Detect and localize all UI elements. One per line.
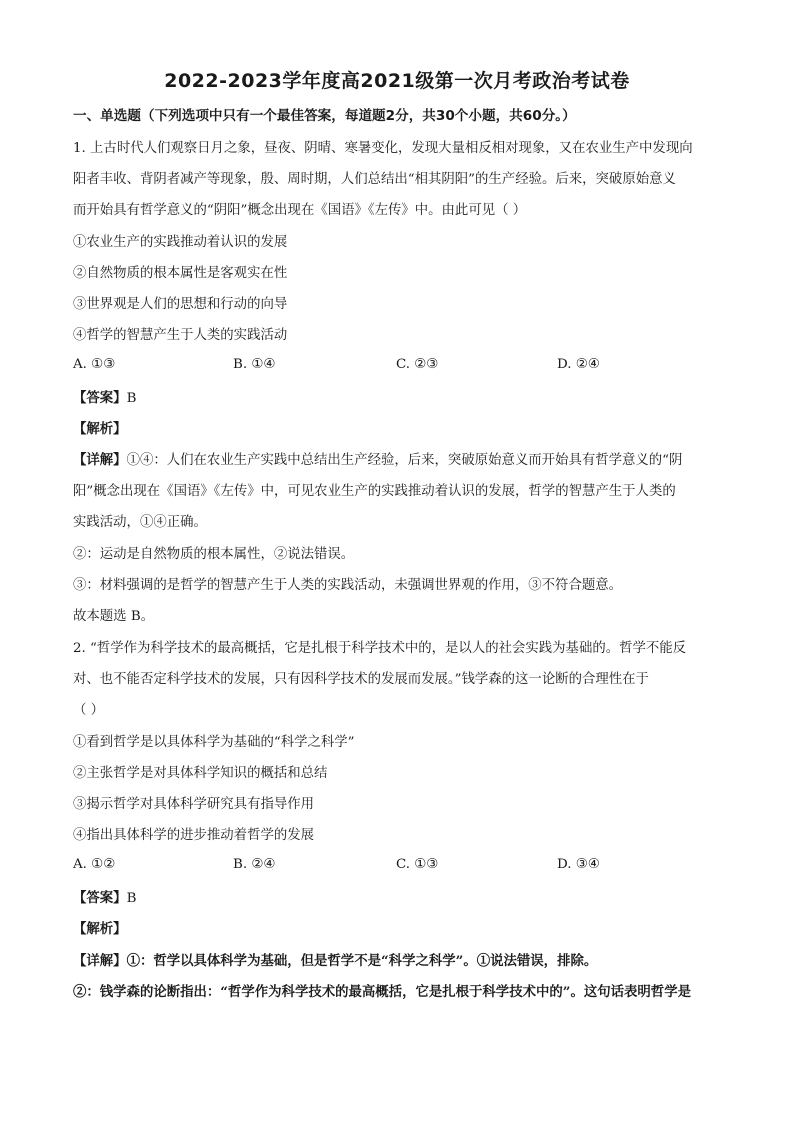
q1-item: ①农业生产的实践推动着认识的发展 [73,235,288,250]
q1-option-b: B. ①④ [233,357,276,372]
q1-stem-line: 阳者丰收、背阴者减产等现象，殷、周时期，人们总结出“相其阴阳”的生产经验。后来，突破原始意义 [73,172,676,187]
analysis-tag: 【解析】 [73,922,127,937]
q1-item: ②自然物质的根本属性是客观实在性 [73,266,288,281]
answer-tag: 【答案】 [73,891,127,906]
q2-answer [73,889,733,909]
detail-tag: 【详解】 [73,954,127,969]
q2-detail-line [73,951,733,972]
q1-detail-line: 阳”概念出现在《国语》《左传》中，可见农业生产的实践推动着认识的发展，哲学的智慧产生于人类的 [73,484,676,499]
detail-tag: 【详解】 [73,453,127,468]
q2-analysis-tag [73,920,733,940]
q1-item: ③世界观是人们的思想和行动的向导 [73,297,288,312]
q1-detail-line: ②：运动是自然物质的根本属性，②说法错误。 [73,547,355,562]
q2-stem-line: 对、也不能否定科学技术的发展，只有因科学技术的发展而发展。”钱学森的这一论断的合理性在于 [73,672,649,687]
analysis-tag: 【解析】 [73,422,127,437]
detail-text: ①④：人们在农业生产实践中总结出生产经验，后来，突破原始意义而开始具有哲学意义的“阴 [126,453,683,468]
q1-option-c: C. ②③ [396,357,439,372]
q2-stem-line: 2. “哲学作为科学技术的最高概括，它是扎根于科学技术中的，是以人的社会实践为基础的。哲学不能反 [73,641,687,656]
answer-value: B [126,391,137,406]
q1-answer [73,389,733,409]
answer-value: B [126,891,137,906]
q2-option-d: D. ③④ [557,857,600,872]
q2-item: ③揭示哲学对具体科学研究具有指导作用 [73,797,315,812]
q2-item: ②主张哲学是对具体科学知识的概括和总结 [73,766,328,781]
answer-tag: 【答案】 [73,391,127,406]
detail-text: ①：哲学以具体科学为基础，但是哲学不是“科学之科学”。①说法错误，排除。 [126,953,598,969]
q1-detail-line: 实践活动，①④正确。 [73,515,207,530]
page-title: 2022-2023学年度高2021级第一次月考政治考试卷 [164,70,630,92]
q2-option-a: A. ①② [73,857,116,872]
q1-stem-line: 1. 上古时代人们观察日月之象，昼夜、阴晴、寒暑变化，发现大量相反相对现象，又在农业生产中发现向 [73,141,693,156]
q1-stem-line: 而开始具有哲学意义的“阴阳”概念出现在《国语》《左传》中。由此可见（ ） [73,203,527,218]
q2-option-b: B. ②④ [233,857,276,872]
q1-analysis-tag [73,420,733,440]
q2-detail-line [73,982,733,1003]
q1-option-a: A. ①③ [73,357,116,372]
q2-item: ④指出具体科学的进步推动着哲学的发展 [73,828,315,843]
q1-detail-line [73,451,733,471]
q1-item: ④哲学的智慧产生于人类的实践活动 [73,328,288,343]
q1-option-d: D. ②④ [557,357,600,372]
section-heading: 一、单选题（下列选项中只有一个最佳答案，每道题2分，共30个小题，共60分。） [73,108,576,124]
q2-option-c: C. ①③ [396,857,439,872]
q2-stem-line: （ ） [73,703,105,718]
detail-text: ②：钱学森的论断指出：“哲学作为科学技术的最高概括，它是扎根于科学技术中的”。这句话表明哲学是 [73,984,691,1000]
q1-detail-line: 故本题选 B。 [73,609,155,624]
q2-item: ①看到哲学是以具体科学为基础的“科学之科学” [73,735,355,750]
q1-detail-line: ③：材料强调的是哲学的智慧产生于人类的实践活动，未强调世界观的作用，③不符合题意。 [73,578,623,593]
